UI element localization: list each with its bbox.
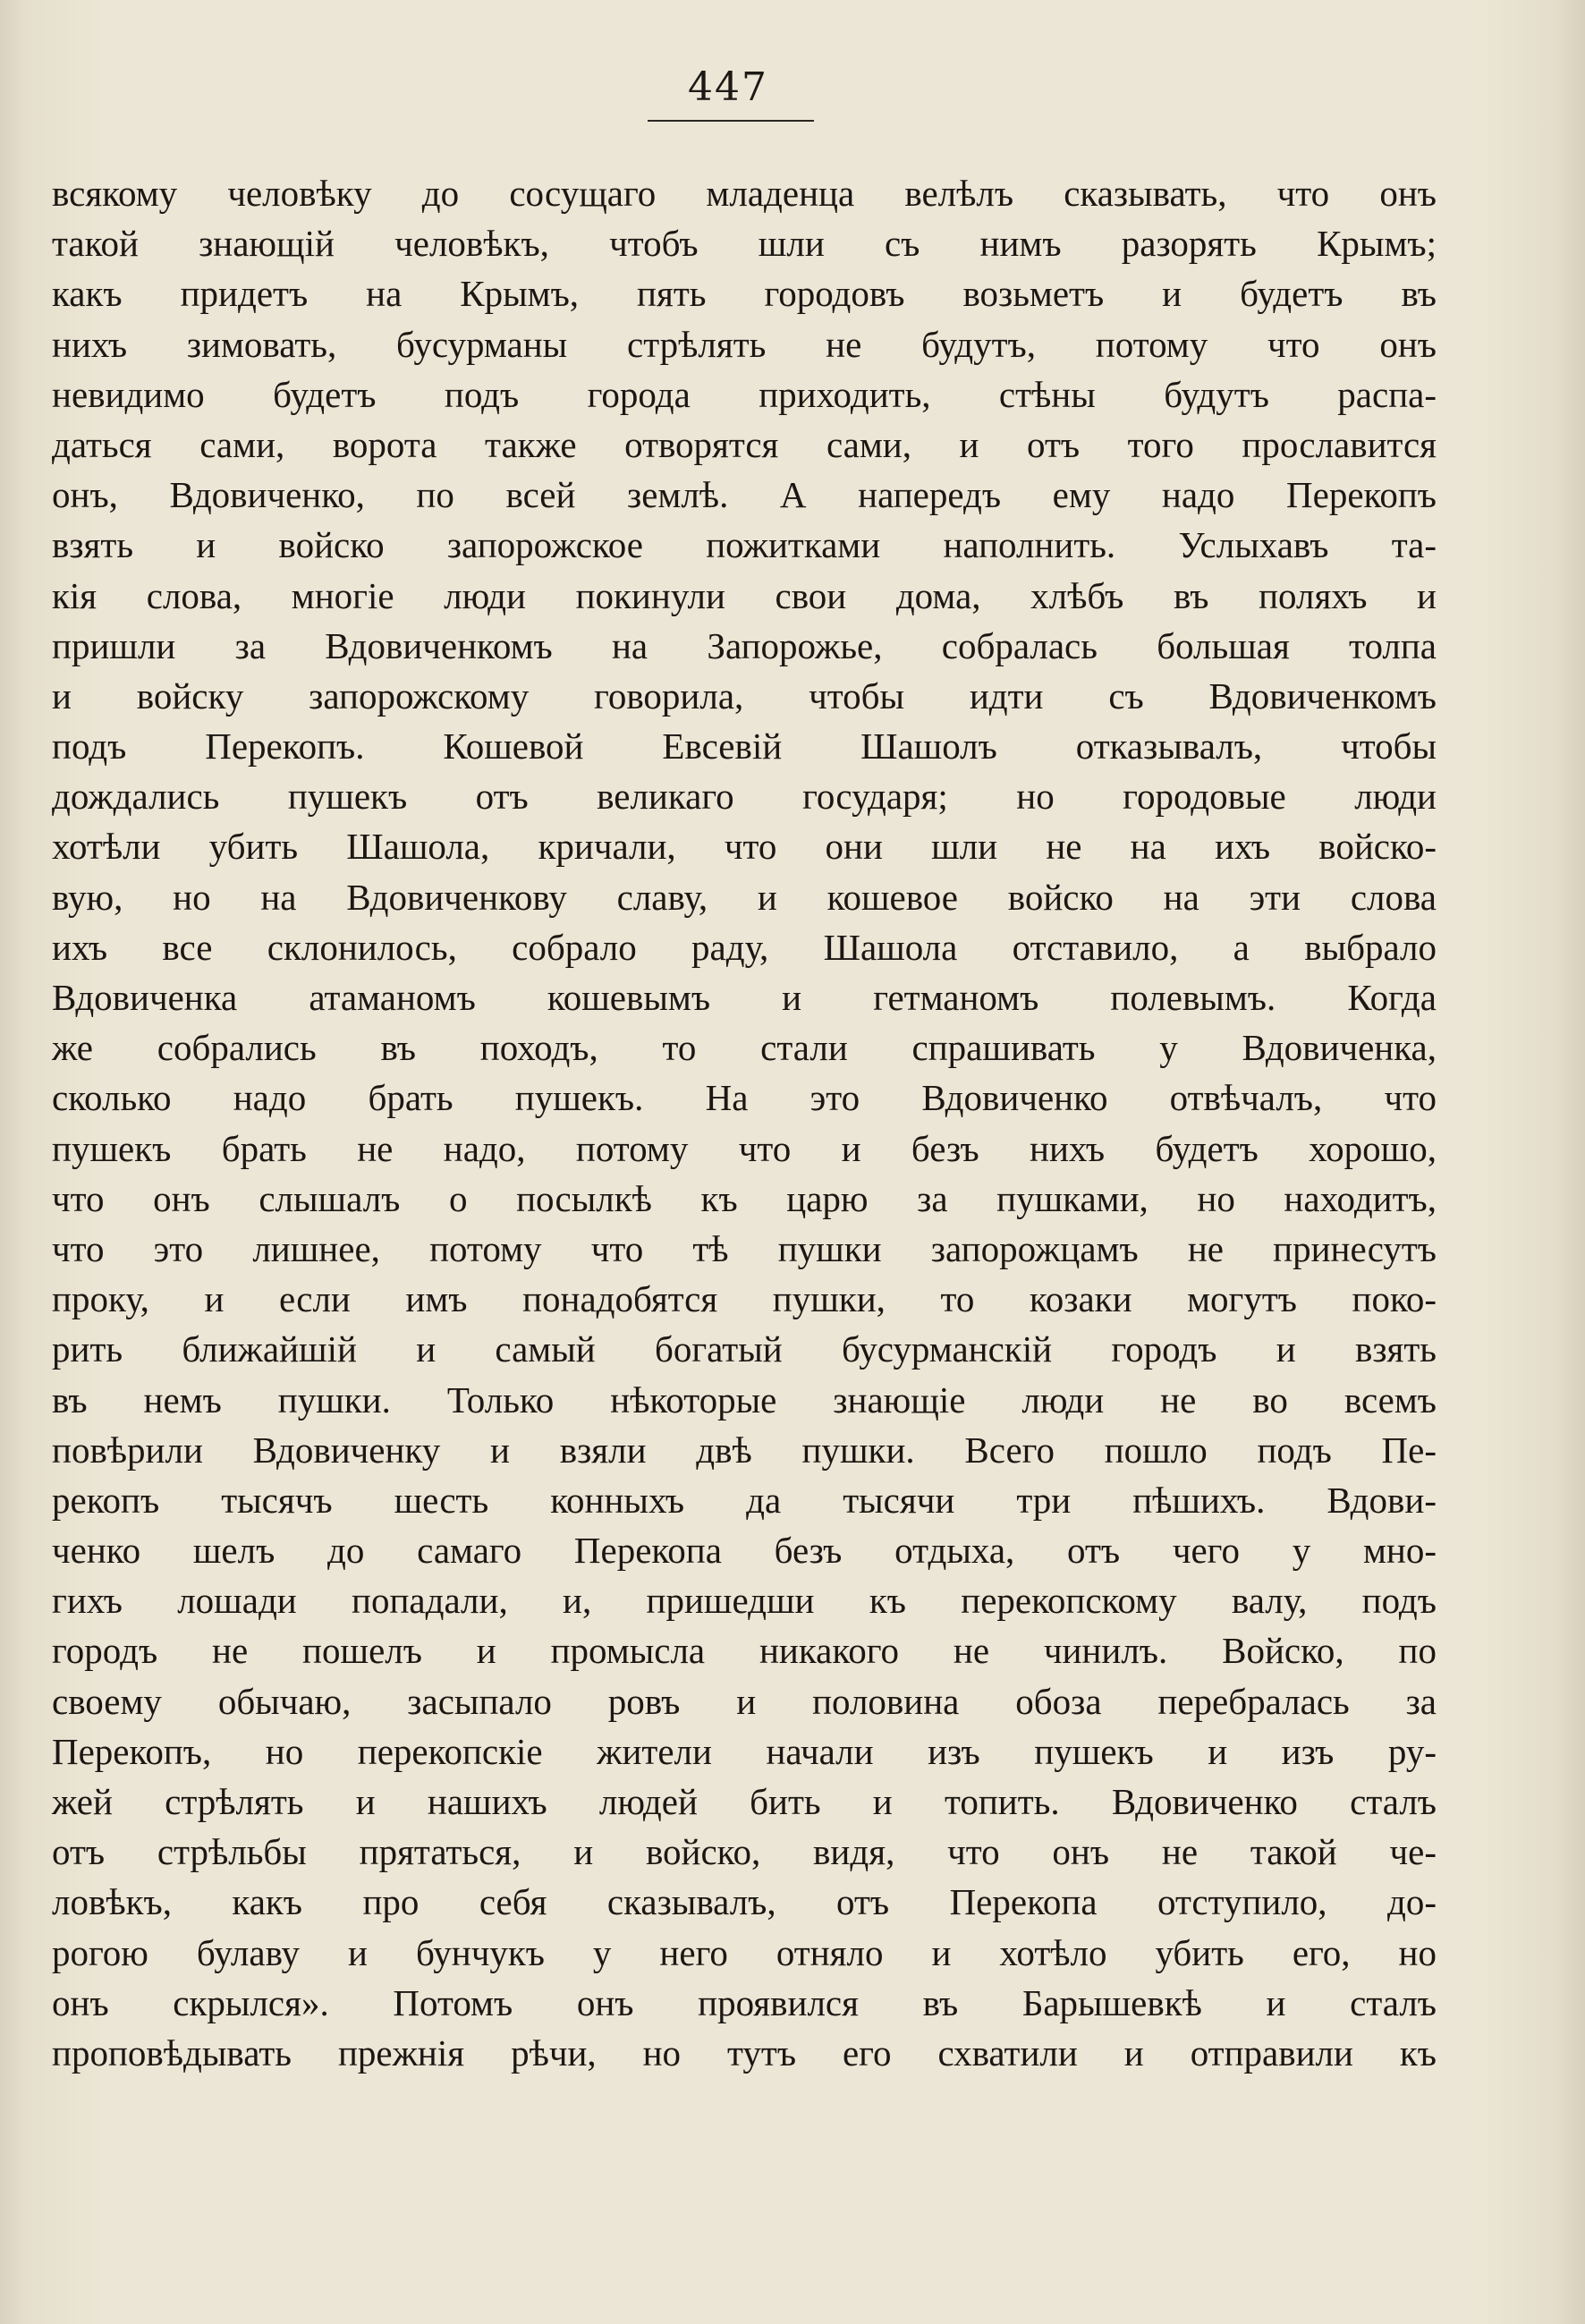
page-number: 447 (688, 64, 768, 110)
text-line: рогою булаву и бунчукъ у него отняло и хотѣло убить его, но (52, 1931, 1437, 1973)
text-line: рекопъ тысячъ шесть конныхъ да тысячи три пѣшихъ. Вдови- (52, 1479, 1437, 1521)
text-line: такой знающій человѣкъ, чтобъ шли съ нимъ разорять Крымъ; (52, 223, 1437, 265)
text-line: пушекъ брать не надо, потому что и безъ нихъ будетъ хорошо, (52, 1127, 1437, 1169)
text-line: Перекопъ, но перекопскіе жители начали изъ пушекъ и изъ ру- (52, 1730, 1437, 1772)
text-line: повѣрили Вдовиченку и взяли двѣ пушки. Всего пошло подъ Пе- (52, 1429, 1437, 1471)
text-line: ловѣкъ, какъ про себя сказывалъ, отъ Перекопа отступило, до- (52, 1881, 1437, 1923)
text-line: же собрались въ походъ, то стали спрашивать у Вдовиченка, (52, 1027, 1437, 1069)
text-line: гихъ лошади попадали, и, пришедши къ перекопскому валу, подъ (52, 1580, 1437, 1622)
text-line: жей стрѣлять и нашихъ людей бить и топить. Вдовиченко сталъ (52, 1781, 1437, 1822)
text-line: сколько надо брать пушекъ. На это Вдовиченко отвѣчалъ, что (52, 1077, 1437, 1119)
text-line: взять и войско запорожское пожитками наполнить. Услыхавъ та- (52, 524, 1437, 566)
body-text (52, 168, 1437, 2078)
text-line: въ немъ пушки. Только нѣкоторые знающіе люди не во всемъ (52, 1378, 1437, 1421)
text-line: своему обычаю, засыпало ровъ и половина обоза перебралась за (52, 1680, 1437, 1722)
text-line: и войску запорожскому говорила, чтобы идти съ Вдовиченкомъ (52, 674, 1437, 717)
text-line: ихъ все склонилось, собрало раду, Шашола отставило, а выбрало (52, 926, 1437, 968)
text-line: вую, но на Вдовиченкову славу, и кошевое войско на эти слова (52, 876, 1437, 918)
text-line: городъ не пошелъ и промысла никакого не чинилъ. Войско, по (52, 1630, 1437, 1672)
text-line: что онъ слышалъ о посылкѣ къ царю за пушками, но находитъ, (52, 1177, 1437, 1219)
text-line: нихъ зимовать, бусурманы стрѣлять не будутъ, потому что онъ (52, 323, 1437, 365)
text-line: всякому человѣку до сосущаго младенца велѣлъ сказывать, что онъ (52, 173, 1437, 214)
header-rule (648, 120, 814, 122)
text-line: ченко шелъ до самаго Перекопа безъ отдыха, отъ чего у мно- (52, 1530, 1437, 1572)
text-line: пришли за Вдовиченкомъ на Запорожье, собралась большая толпа (52, 624, 1437, 666)
text-line: проповѣдывать прежнія рѣчи, но тутъ его схватили и отправили къ (52, 2031, 1437, 2074)
text-line: дождались пушекъ отъ великаго государя; но городовые люди (52, 776, 1437, 818)
text-line: подъ Перекопъ. Кошевой Евсевій Шашолъ отказывалъ, чтобы (52, 725, 1437, 768)
text-line: хотѣли убить Шашола, кричали, что они шли не на ихъ войско- (52, 826, 1437, 868)
text-line: онъ, Вдовиченко, по всей землѣ. А напередъ ему надо Перекопъ (52, 474, 1437, 516)
text-line: рить ближайшій и самый богатый бусурманскій городъ и взять (52, 1328, 1437, 1370)
text-line: проку, и если имъ понадобятся пушки, то козаки могутъ поко- (52, 1278, 1437, 1320)
text-line: что это лишнее, потому что тѣ пушки запорожцамъ не принесутъ (52, 1227, 1437, 1269)
text-line: Вдовиченка атаманомъ кошевымъ и гетманомъ полевымъ. Когда (52, 977, 1437, 1018)
text-line: кія слова, многіе люди покинули свои дома, хлѣбъ въ поляхъ и (52, 574, 1437, 616)
text-line: какъ придетъ на Крымъ, пять городовъ возьметъ и будетъ въ (52, 273, 1437, 315)
text-line: онъ скрылся». Потомъ онъ проявился въ Барышевкѣ и сталъ (52, 1981, 1437, 2023)
text-line: отъ стрѣльбы прятаться, и войско, видя, что онъ не такой че- (52, 1831, 1437, 1873)
text-line: даться сами, ворота также отворятся сами, и отъ того прославится (52, 423, 1437, 465)
text-line: невидимо будетъ подъ города приходить, стѣны будутъ распа- (52, 373, 1437, 415)
